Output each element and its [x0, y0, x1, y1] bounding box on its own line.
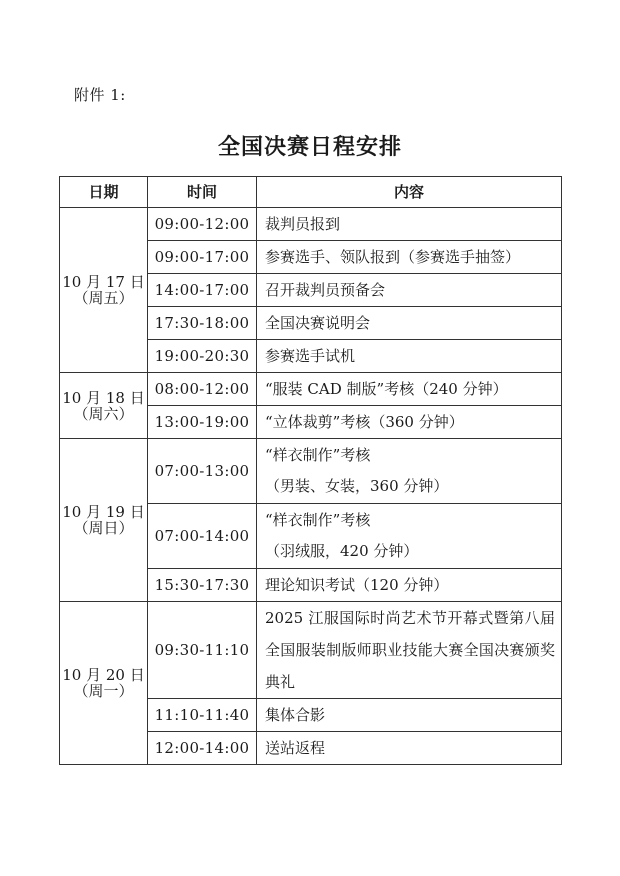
time-cell: 12:00-14:00	[148, 732, 257, 765]
date-cell	[60, 208, 148, 373]
content-line: “样衣制作”考核	[265, 446, 371, 464]
content-cell	[257, 274, 562, 307]
header-content: 内容	[257, 177, 562, 208]
content-cell	[257, 307, 562, 340]
date-cell	[60, 439, 148, 602]
content-line: “立体裁剪”考核（360 分钟）	[265, 412, 464, 431]
content-line: （羽绒服，420 分钟）	[265, 542, 419, 560]
time-cell: 08:00-12:00	[148, 373, 257, 406]
content-cell	[257, 569, 562, 602]
header-row	[60, 177, 562, 208]
content-cell	[257, 504, 562, 569]
content-cell	[257, 340, 562, 373]
time-cell: 13:00-19:00	[148, 406, 257, 439]
time-cell: 09:00-12:00	[148, 208, 257, 241]
content-line: 理论知识考试（120 分钟）	[265, 575, 449, 594]
content-line: 全国决赛说明会	[265, 313, 371, 332]
time-cell: 11:10-11:40	[148, 699, 257, 732]
date-cell	[60, 373, 148, 439]
weekday-label: （周五）	[73, 289, 134, 307]
time-cell: 07:00-14:00	[148, 504, 257, 569]
time-cell: 15:30-17:30	[148, 569, 257, 602]
content-line: 集体合影	[265, 705, 326, 724]
date-cell	[60, 602, 148, 765]
table-row	[60, 602, 562, 699]
weekday-label: （周一）	[73, 682, 134, 700]
time-cell: 07:00-13:00	[148, 439, 257, 504]
content-cell	[257, 241, 562, 274]
weekday-label: （周日）	[73, 519, 134, 537]
content-line: “服装 CAD 制版”考核（240 分钟）	[265, 379, 508, 398]
content-cell	[257, 406, 562, 439]
content-cell	[257, 699, 562, 732]
date-label: 10 月 19 日	[62, 503, 145, 521]
content-line: 裁判员报到	[265, 214, 341, 233]
content-line: 召开裁判员预备会	[265, 280, 386, 299]
time-cell: 14:00-17:00	[148, 274, 257, 307]
content-cell	[257, 373, 562, 406]
content-line: 参赛选手、领队报到（参赛选手抽签）	[265, 247, 521, 266]
date-label: 10 月 17 日	[62, 273, 145, 291]
header-time: 时间	[148, 177, 257, 208]
date-label: 10 月 18 日	[62, 388, 145, 407]
time-cell: 09:00-17:00	[148, 241, 257, 274]
time-cell: 17:30-18:00	[148, 307, 257, 340]
table-row	[60, 439, 562, 504]
content-cell	[257, 439, 562, 504]
weekday-label: （周六）	[73, 404, 134, 423]
table-row	[60, 208, 562, 241]
header-date: 日期	[60, 177, 148, 208]
content-line: “样衣制作”考核	[265, 511, 371, 529]
content-cell	[257, 208, 562, 241]
time-cell: 09:30-11:10	[148, 602, 257, 699]
time-cell: 19:00-20:30	[148, 340, 257, 373]
document-title: 全国决赛日程安排	[217, 135, 402, 160]
schedule-table	[59, 176, 562, 765]
attachment-label: 附件 1:	[74, 86, 126, 104]
content-cell: 2025 江服国际时尚艺术节开幕式暨第八届全国服装制版师职业技能大赛全国决赛颁奖典礼	[257, 602, 562, 699]
content-line: （男装、女装，360 分钟）	[265, 477, 449, 495]
table-row	[60, 373, 562, 406]
content-cell	[257, 732, 562, 765]
content-line: 参赛选手试机	[265, 346, 356, 365]
date-label: 10 月 20 日	[62, 666, 145, 684]
content-line: 送站返程	[265, 738, 326, 757]
